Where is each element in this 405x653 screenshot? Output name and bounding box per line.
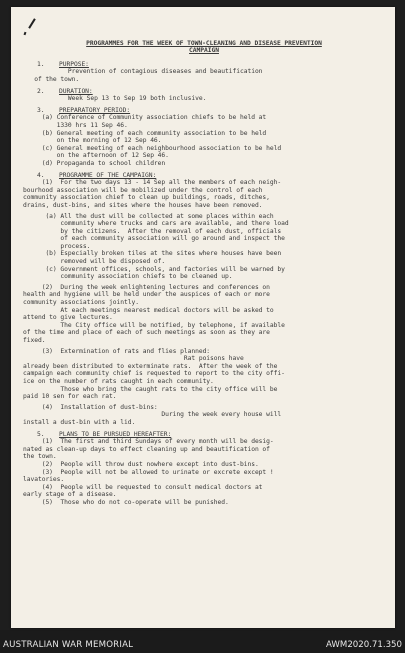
document-title — [23, 40, 385, 55]
title-line: PROGRAMMES FOR THE WEEK OF TOWN-CLEANING AND DISEASE PREVENTION — [86, 40, 322, 47]
section-number: 1. — [37, 60, 45, 68]
text-line: paid 10 sen for each rat. — [23, 393, 117, 401]
title-line: CAMPAIGN — [189, 47, 219, 55]
text-line: Rat poisons have — [23, 355, 244, 363]
catalogue-number: AWM2020.71.350 — [326, 640, 402, 650]
text-line: (d) Propaganda to school children — [23, 159, 166, 167]
text-line: the town. — [23, 453, 57, 461]
text-line: 1330 hrs 11 Sep 46. — [23, 121, 128, 129]
document-sections — [23, 61, 385, 507]
text-line: fixed. — [23, 337, 46, 344]
text-line: ice on the number of rats caught in each community. — [23, 377, 214, 385]
text-line: Those who bring the caught rats to the city office will be — [23, 385, 278, 393]
text-line: drains, dust-bins, and sites where the houses have been removed. — [23, 201, 263, 209]
section — [23, 61, 385, 84]
section-heading — [23, 431, 385, 439]
text-line: (2) During the week enlightening lectures and conferences on — [23, 283, 270, 291]
archive-footer — [0, 632, 405, 653]
pen-mark — [28, 18, 36, 28]
text-line: Prevention of contagious diseases and beautification — [23, 68, 263, 76]
text-line: already been distributed to exterminate rats. After the week of the — [23, 362, 278, 370]
text-line: During the week every house will — [23, 411, 282, 419]
text-line: community association chiefs to be cleaned up. — [23, 273, 233, 281]
text-line: process. — [23, 242, 91, 250]
text-line: (3) Extermination of rats and flies planned: — [23, 347, 211, 355]
section-heading-text: DURATION: — [59, 87, 93, 95]
text-line: (b) General meeting of each community association to be held — [23, 129, 267, 137]
text-line: At each meetings nearest medical doctors will be asked to — [23, 306, 274, 314]
section-heading-text: PROGRAMME OF THE CAMPAIGN: — [59, 171, 157, 179]
section — [23, 172, 385, 427]
text-line: (c) General meeting of each neighbourhood association to be held — [23, 144, 282, 152]
section-heading — [23, 172, 385, 180]
text-line: early stage of a disease. — [23, 491, 117, 499]
text-line: (a) Conference of Community association chiefs to be held at — [23, 114, 267, 122]
document-page — [11, 7, 395, 628]
text-line: (a) All the dust will be collected at some places within each — [23, 212, 274, 220]
text-line: (1) The first and third Sundays of every month will be desig- — [23, 438, 274, 446]
text-line: removed will be disposed of. — [23, 258, 166, 266]
section-heading-text: PURPOSE: — [59, 60, 89, 68]
text-line: (c) Government offices, schools, and factories will be warned by — [23, 265, 285, 273]
text-line: Week Sep 13 to Sep 19 both inclusive. — [23, 95, 207, 103]
text-line: community association chief to clean up buildings, roads, ditches, — [23, 194, 270, 202]
text-line: on the afternoon of 12 Sep 46. — [23, 152, 169, 160]
section-number: 5. — [37, 430, 45, 438]
text-line: attend to give lectures. — [23, 314, 113, 322]
text-line: nated as clean-up days to effect cleaning up and beautification of — [23, 445, 270, 453]
text-line: (1) For the two days 13 - 14 Sep all the members of each neigh- — [23, 179, 282, 187]
section-heading — [23, 107, 385, 115]
section-number: 4. — [37, 171, 45, 179]
section-number: 3. — [37, 106, 45, 114]
text-line: (5) Those who do not co-operate will be punished. — [23, 498, 229, 506]
text-line: (b) Especially broken tiles at the sites where houses have been — [23, 250, 282, 258]
text-line: community associations jointly. — [23, 299, 139, 307]
document-body — [23, 40, 385, 506]
section-heading — [23, 61, 385, 69]
section — [23, 107, 385, 168]
text-line: of each community association will go around and inspect the — [23, 235, 285, 243]
section-heading-text: PLANS TO BE PURSUED HEREAFTER: — [59, 430, 172, 438]
text-line: campaign each community chief is requested to report to the city offi- — [23, 370, 285, 378]
text-line: community where trucks and cars are available, and there load — [23, 220, 289, 228]
section — [23, 431, 385, 507]
section-number: 2. — [37, 87, 45, 95]
section-heading — [23, 88, 385, 96]
text-line: by the citizens. After the removal of each dust, officials — [23, 227, 282, 235]
text-line: on the morning of 12 Sep 46. — [23, 137, 162, 145]
text-line: of the time and place of each of such meetings as soon as they are — [23, 329, 270, 337]
text-line: (4) Installation of dust-bins: — [23, 403, 158, 411]
section — [23, 88, 385, 103]
text-line: (4) People will be requested to consult medical doctors at — [23, 483, 263, 491]
archive-name: AUSTRALIAN WAR MEMORIAL — [3, 640, 134, 650]
text-line: The City office will be notified, by telephone, if available — [23, 321, 285, 329]
text-line: (2) People will throw dust nowhere except into dust-bins. — [23, 460, 259, 468]
text-line: (3) People will not be allowed to urinate or excrete except ! — [23, 468, 274, 476]
text-line: of the town. — [23, 76, 80, 83]
text-line: lavatories. — [23, 476, 65, 484]
text-line: install a dust-bin with a lid. — [23, 418, 136, 426]
text-line: bourhood association will be mobilized under the control of each — [23, 186, 263, 194]
text-line: health and hygiene will be held under the auspices of each or more — [23, 291, 270, 299]
section-heading-text: PREPARATORY PERIOD: — [59, 106, 131, 114]
pen-mark — [24, 32, 27, 36]
